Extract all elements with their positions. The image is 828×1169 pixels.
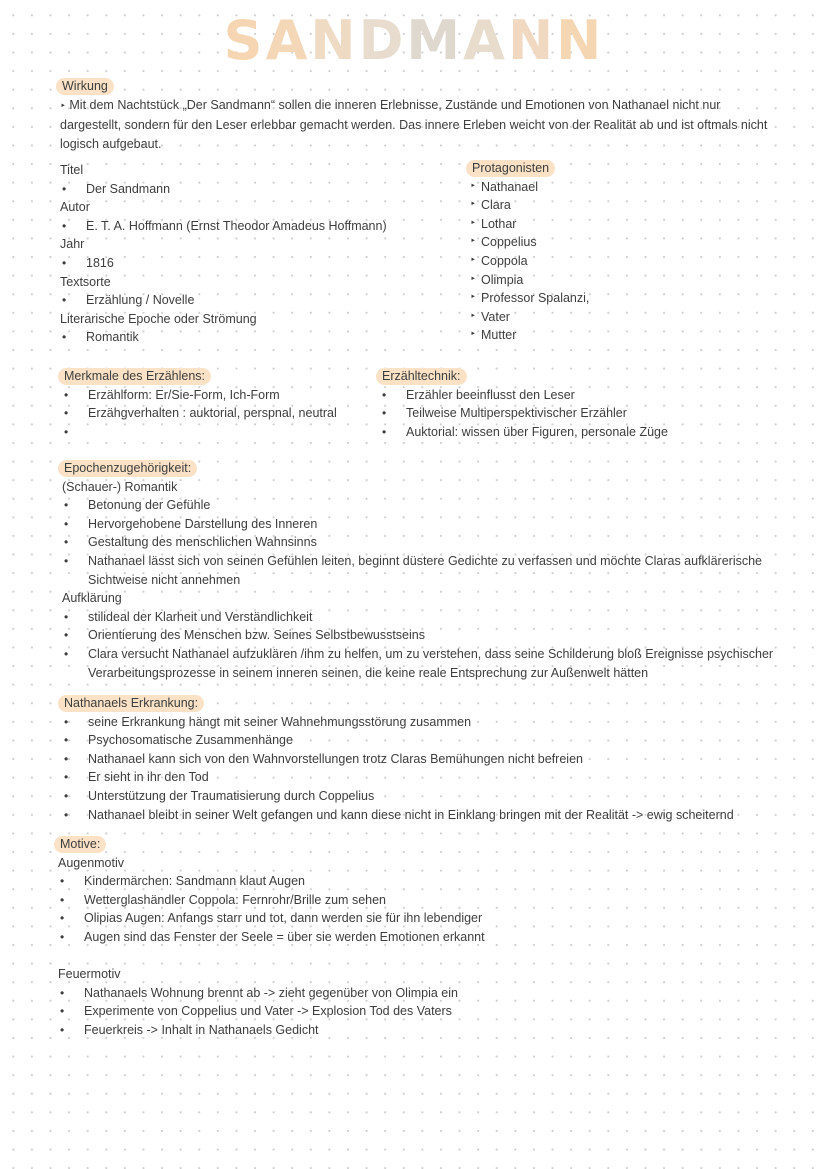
- list-item: • Feuerkreis -> Inhalt in Nathanaels Gedicht: [58, 1021, 808, 1040]
- autor-value: • E. T. A. Hoffmann (Ernst Theodor Amadeus Hoffmann): [60, 217, 450, 236]
- list-item: [62, 423, 372, 442]
- list-item: • Auktorial: wissen über Figuren, personale Züge: [380, 423, 790, 442]
- list-item: • Er sieht in ihr den Tod: [62, 768, 812, 787]
- titel-label: Titel: [60, 163, 84, 177]
- list-item: • Experimente von Coppelius und Vater -> Explosion Tod des Vaters: [58, 1002, 808, 1021]
- list-item: • seine Erkrankung hängt mit seiner Wahnehmungsstörung zusammen: [62, 713, 812, 732]
- list-item: • Erzähler beeinflusst den Leser: [380, 386, 790, 405]
- list-item: • Nathanael kann sich von den Wahnvorstellungen trotz Claras Bemühungen nicht befreien: [62, 750, 812, 769]
- list-item: • Psychosomatische Zusammenhänge: [62, 731, 812, 750]
- epochen-section: [62, 459, 812, 682]
- list-item: • Nathanael bleibt in seiner Welt gefangen und kann diese nicht in Einklang bringen mit der Realität -> ewig scheiternd: [62, 806, 812, 825]
- list-item: • Orientierung des Menschen bzw. Seines Selbstbewusstseins: [62, 626, 812, 645]
- textsorte-value: • Erzählung / Novelle: [60, 291, 450, 310]
- jahr-value: • 1816: [60, 254, 450, 273]
- list-item: • Kindermärchen: Sandmann klaut Augen: [58, 872, 808, 891]
- protagonisten-section: [470, 159, 770, 345]
- list-item: ‣ Vater: [470, 308, 770, 327]
- list-item: • Teilweise Multiperspektivischer Erzähler: [380, 404, 790, 423]
- title-letter: D: [358, 9, 407, 72]
- list-item: • stilideal der Klarheit und Verständlichkeit: [62, 608, 812, 627]
- arrow-bullet-icon: ‣: [60, 100, 66, 112]
- wirkung-heading: Wirkung: [56, 78, 114, 95]
- list-item: • Nathanael lässt sich von seinen Gefühlen leiten, beginnt düstere Gedichte zu verfassen und möchte Claras aufklärerische Sichtweise nicht annehmen: [62, 552, 812, 589]
- list-item: • Hervorgehobene Darstellung des Inneren: [62, 515, 812, 534]
- list-item: ‣ Nathanael: [470, 178, 770, 197]
- title-letter: M: [406, 9, 464, 72]
- erzaehltechnik-heading: Erzähltechnik:: [376, 368, 467, 385]
- erzaehltechnik-section: [380, 367, 790, 441]
- epoche-value: • Romantik: [60, 328, 450, 347]
- info-section: [60, 161, 450, 347]
- jahr-label: Jahr: [60, 237, 85, 252]
- epochen-heading: Epochenzugehörigkeit:: [58, 460, 197, 477]
- protagonisten-heading: Protagonisten: [466, 160, 555, 177]
- erkrankung-section: [62, 694, 812, 824]
- list-item: • Gestaltung des menschlichen Wahnsinns: [62, 533, 812, 552]
- erkrankung-heading: Nathanaels Erkrankung:: [58, 695, 204, 712]
- list-item: • Wetterglashändler Coppola: Fernrohr/Brille zum sehen: [58, 891, 808, 910]
- list-item: • Unterstützung der Traumatisierung durch Coppelius: [62, 787, 812, 806]
- list-item: ‣ Clara: [470, 196, 770, 215]
- titel-value: • Der Sandmann: [60, 180, 450, 199]
- list-item: • Erzählform: Er/Sie-Form, Ich-Form: [62, 386, 372, 405]
- list-item: • Nathanaels Wohnung brennt ab -> zieht gegenüber von Olimpia ein: [58, 984, 808, 1003]
- page-title: [0, 6, 828, 76]
- feuermotiv-label: Feuermotiv: [58, 967, 121, 982]
- list-item: ‣ Coppola: [470, 252, 770, 271]
- list-item: ‣ Mutter: [470, 326, 770, 345]
- list-item: • Erzähgverhalten : auktorial, perspnal, neutral: [62, 404, 372, 423]
- list-item: ‣ Lothar: [470, 215, 770, 234]
- motive-section: [58, 835, 808, 1040]
- romantik-label: (Schauer-) Romantik: [62, 479, 178, 494]
- title-letter: A: [265, 9, 311, 72]
- aufklaerung-label: Aufklärung: [62, 591, 122, 606]
- motive-heading: Motive:: [54, 836, 106, 853]
- list-item: • Betonung der Gefühle: [62, 496, 812, 515]
- list-item: ‣ Olimpia: [470, 271, 770, 290]
- wirkung-text: [60, 96, 780, 154]
- epoche-label: Literarische Epoche oder Strömung: [60, 311, 257, 326]
- title-letter: N: [507, 9, 557, 72]
- title-letter: A: [463, 9, 508, 72]
- augenmotiv-label: Augenmotiv: [58, 855, 125, 870]
- textsorte-label: Textsorte: [60, 274, 111, 289]
- list-item: ‣ Coppelius: [470, 233, 770, 252]
- wirkung-paragraph: Mit dem Nachtstück „Der Sandmann“ sollen die inneren Erlebnisse, Zustände und Emotionen von Nathanael nicht nur dargestellt, sondern für den Leser erlebbar gemacht werden. Das innere Erleben weicht von der Realität ab und ist oftmals nicht logisch aufgebaut.: [60, 97, 768, 151]
- title-letter: S: [223, 9, 266, 72]
- wirkung-section: [60, 77, 780, 153]
- list-item: • Augen sind das Fenster der Seele = über sie werden Emotionen erkannt: [58, 928, 808, 947]
- list-item: • Olipias Augen: Anfangs starr und tot, dann werden sie für ihn lebendiger: [58, 909, 808, 928]
- list-item: ‣ Professor Spalanzi,: [470, 289, 770, 308]
- title-letter: N: [310, 9, 359, 72]
- merkmale-heading: Merkmale des Erzählens:: [58, 368, 211, 385]
- autor-label: Autor: [60, 200, 90, 215]
- title-letter: N: [556, 9, 605, 72]
- merkmale-section: [62, 367, 372, 441]
- list-item: • Clara versucht Nathanael aufzuklären /ihm zu helfen, um zu verstehen, dass seine Schilderung bloß Ereignisse psychischer Verarbeitungsprozesse in seinem inneren seinen, die keine reale Entsprechung zur Außenwelt hätten: [62, 645, 812, 682]
